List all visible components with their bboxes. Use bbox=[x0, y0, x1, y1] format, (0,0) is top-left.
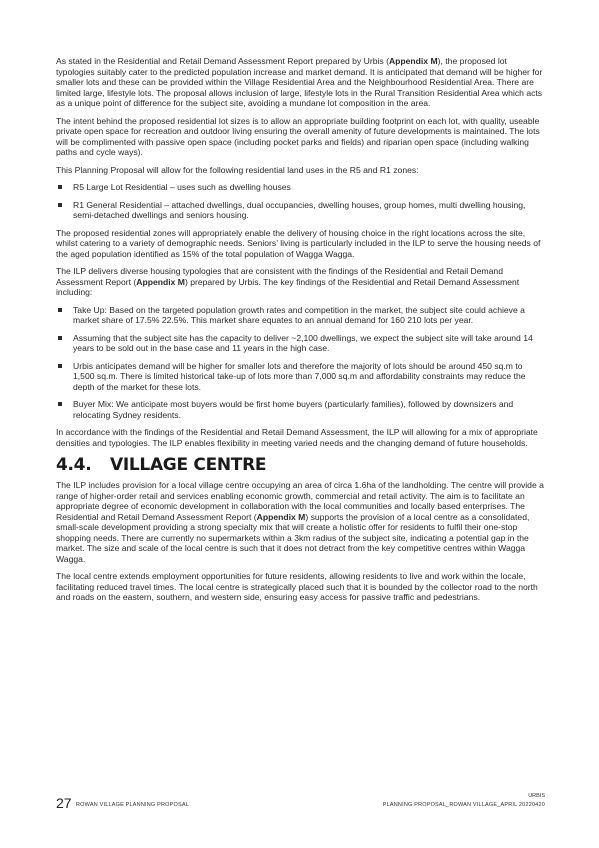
appendix-reference: Appendix M bbox=[136, 276, 185, 287]
paragraph-findings-summary: In accordance with the findings of the Residential and Retail Demand Assessment, the ILP will allowing for a mix of appropriate densities and typologies. The ILP enables flexibility in meeting varied needs and the changing demand of future households. bbox=[56, 427, 538, 448]
list-item: R1 General Residential – attached dwellings, dual occupancies, dwelling houses, group homes, multi dwelling housing, semi-detached dwellings and seniors housing. bbox=[56, 200, 545, 221]
list-item: Assuming that the subject site has the capacity to deliver ~2,100 dwellings, we expect the subject site will take around 14 years to be sold out in the base case and 11 years in the high case. bbox=[56, 333, 545, 354]
footer-doc-ref: PLANNING PROPOSAL_ROWAN VILLAGE_APRIL 20220420 bbox=[382, 802, 545, 808]
section-title: VILLAGE CENTRE bbox=[110, 455, 267, 475]
appendix-reference: Appendix M bbox=[388, 56, 438, 66]
page-content bbox=[56, 56, 545, 610]
footer-org: URBIS bbox=[528, 793, 545, 799]
footer-doc-title: ROWAN VILLAGE PLANNING PROPOSAL bbox=[76, 802, 189, 808]
page-footer bbox=[56, 790, 545, 812]
list-item: Buyer Mix: We anticipate most buyers would be first home buyers (particularly families), followed by downsizers and relocating Sydney residents. bbox=[56, 399, 545, 420]
list-item: R5 Large Lot Residential – uses such as dwelling houses bbox=[56, 182, 545, 193]
appendix-reference: Appendix M bbox=[256, 511, 306, 522]
paragraph-demand-assessment: As stated in the Residential and Retail Demand Assessment Report prepared by Urbis (Appendix M), the proposed lot typologies suitably cater to the predicted population increase and market demand. It is anticipated that demand will be higher for smaller lots and these can be provided within the Village Residential Area and the Neighbourhood Residential Area. There are limited large, lifestyle lots. The proposal allows inclusion of large, lifestyle lots in the Rural Transition Residential Area which acts as a unique point of difference for the subject site, avoiding a mundane lot composition in the area. bbox=[56, 56, 543, 108]
paragraph-village-centre: The ILP includes provision for a local village centre occupying an area of circa 1.6ha of the landholding. The centre will provide a range of higher-order retail and services enabling economic growth, commercial and retail activity. The aim is to facilitate an appropriate degree of economic development in collaboration with the local communities and locally based enterprises. The Residential and Retail Demand Assessment Report (Appendix M) supports the provision of a local centre as a consolidated, small-scale development providing a strong specialty mix that will create a holistic offer for residents to fulfil their one-stop shopping needs. There are currently no supermarkets within a 3km radius of the subject site, indicating a potential gap in the market. The size and scale of the local centre is such that it does not detract from the key competitive centres within Wagga Wagga. bbox=[56, 480, 544, 564]
section-heading bbox=[56, 455, 545, 475]
section-number: 4.4. bbox=[56, 455, 92, 475]
page-number: 27 bbox=[56, 795, 72, 811]
paragraph-land-uses-intro: This Planning Proposal will allow for the following residential land uses in the R5 and R1 zones: bbox=[56, 164, 419, 175]
list-item: Urbis anticipates demand will be higher for smaller lots and therefore the majority of lots should be around 450 sq.m to 1,500 sq.m. There is limited historical take-up of lots more than 7,000 sq.m and affordability constraints may reduce the depth of the market for these lots. bbox=[56, 361, 545, 393]
paragraph-housing-choice: The proposed residential zones will appropriately enable the delivery of housing choice in the right locations across the site, whilst catering to a variety of demographic needs. Seniors’ living is particularly included in the ILP to serve the housing needs of the aged population identified as 15% of the total population of Wagga Wagga. bbox=[56, 227, 541, 259]
list-item: Take Up: Based on the targeted population growth rates and competition in the market, the subject site could achieve a market share of 17.5% 22.5%. This market share equates to an annual demand for 160 210 lots per year. bbox=[56, 305, 545, 326]
paragraph-lot-sizes: The intent behind the proposed residential lot sizes is to allow an appropriate building footprint on each lot, with quality, useable private open space for recreation and outdoor living ensuring the overall amenity of future developments is maintained. The lots will be complimented with passive open space (including pocket parks and fields) and riparian open space (including walking paths and cycle ways). bbox=[56, 115, 540, 157]
zones-list bbox=[56, 182, 545, 221]
paragraph-employment: The local centre extends employment opportunities for future residents, allowing residents to live and work within the locale, facilitating reduced travel times. The local centre is strategically placed such that it is bounded by the collector road to the north and roads on the eastern, southern, and western side, ensuring easy access for passive traffic and pedestrians. bbox=[56, 571, 538, 602]
findings-list bbox=[56, 305, 545, 421]
paragraph-housing-typologies: The ILP delivers diverse housing typologies that are consistent with the findings of the Residential and Retail Demand Assessment Report (Appendix M) prepared by Urbis. The key findings of the Residential and Retail Demand Assessment including: bbox=[56, 266, 520, 297]
